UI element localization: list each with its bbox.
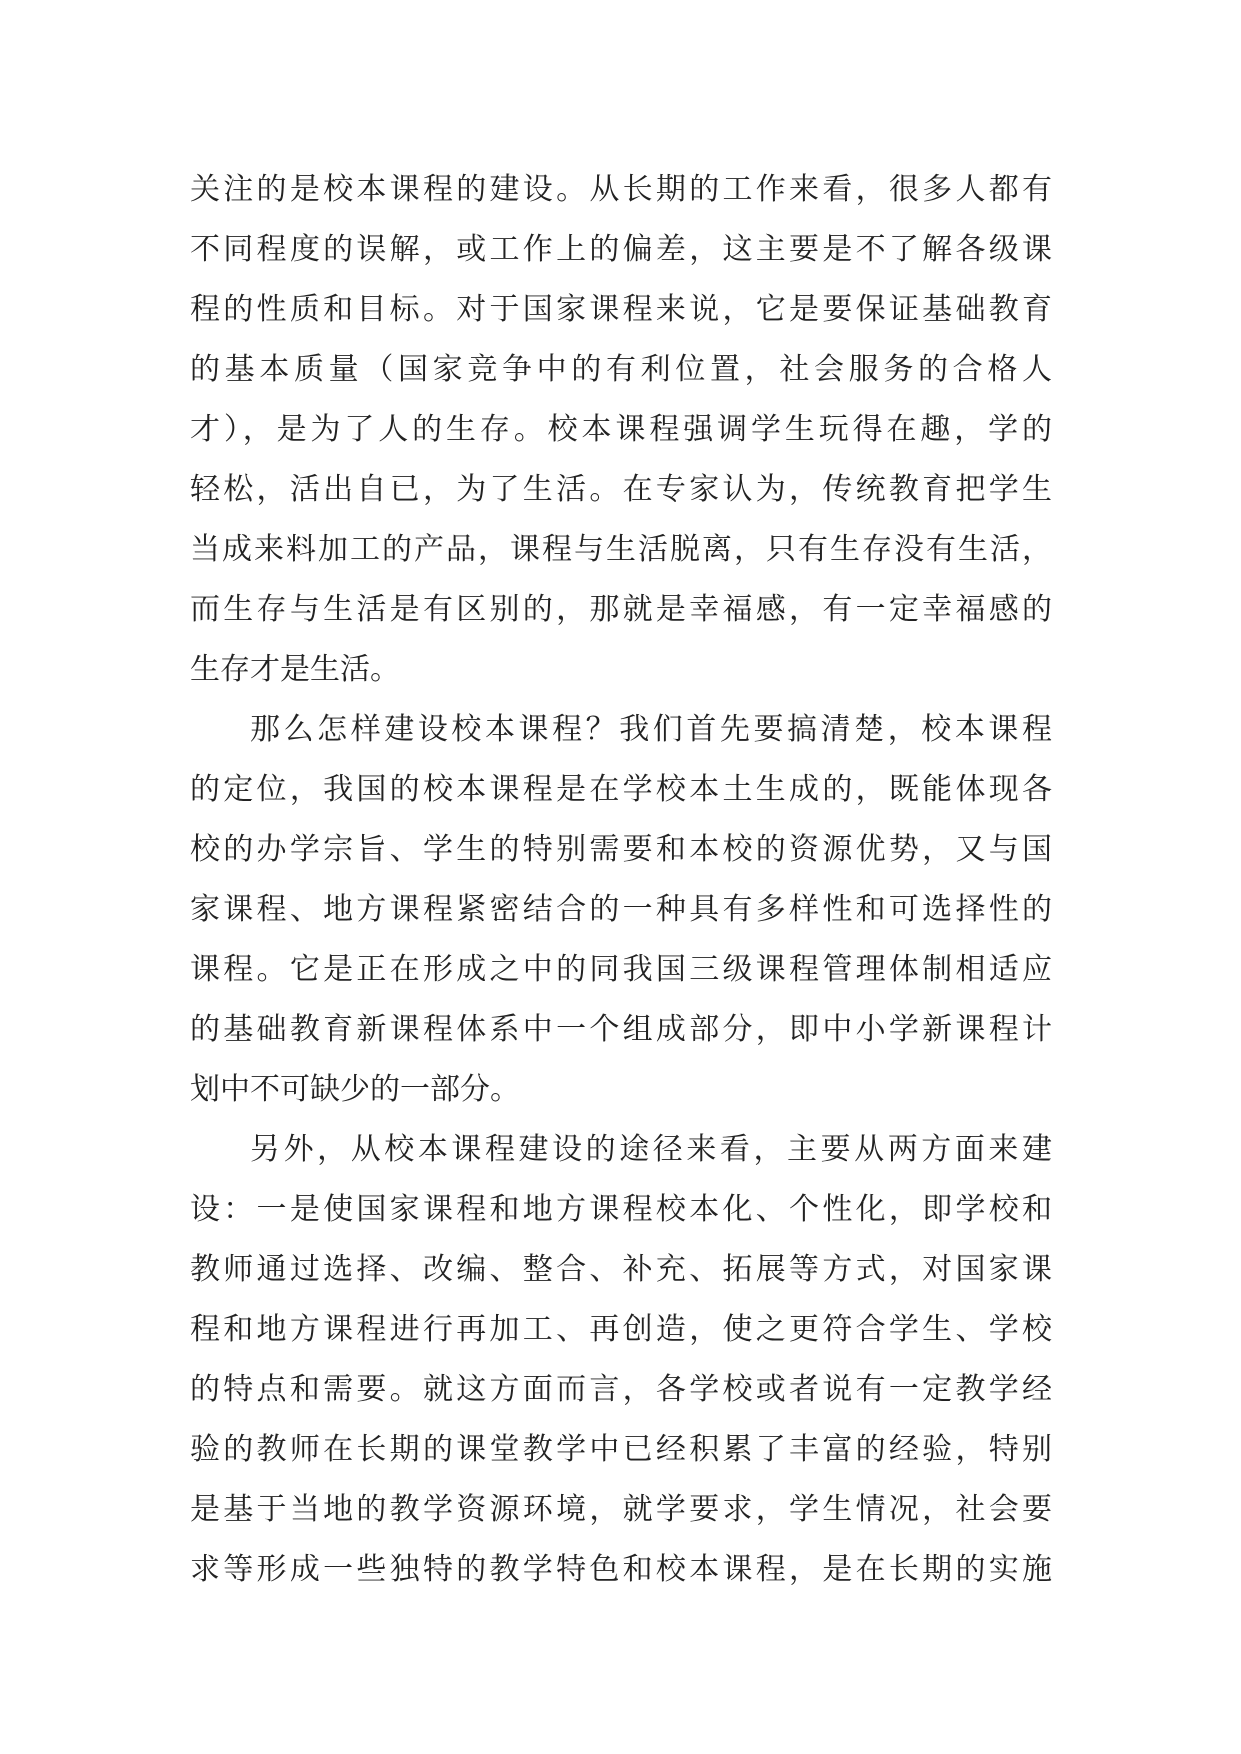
text-line: 求等形成一些独特的教学特色和校本课程，是在长期的实施 [190, 1552, 1052, 1587]
text-line: 不同程度的误解，或工作上的偏差，这主要是不了解各级课 [190, 232, 1052, 267]
text-line: 的定位，我国的校本课程是在学校本土生成的，既能体现各 [190, 772, 1052, 807]
text-line: 轻松，活出自已，为了生活。在专家认为，传统教育把学生 [190, 472, 1052, 507]
text-line: 那么怎样建设校本课程？我们首先要搞清楚，校本课程 [250, 712, 1052, 747]
text-line: 的基础教育新课程体系中一个组成部分，即中小学新课程计 [190, 1012, 1052, 1047]
text-line: 才），是为了人的生存。校本课程强调学生玩得在趣，学的 [190, 412, 1052, 447]
text-line: 的特点和需要。就这方面而言，各学校或者说有一定教学经 [190, 1372, 1052, 1407]
paragraph-2 [190, 700, 1052, 1120]
text-line: 而生存与生活是有区别的，那就是幸福感，有一定幸福感的 [190, 592, 1052, 627]
text-line: 生存才是生活。 [190, 652, 400, 687]
text-line: 程的性质和目标。对于国家课程来说，它是要保证基础教育 [190, 292, 1052, 327]
text-line: 关注的是校本课程的建设。从长期的工作来看，很多人都有 [190, 172, 1052, 207]
text-line: 的基本质量（国家竞争中的有利位置，社会服务的合格人 [190, 352, 1052, 387]
text-line: 家课程、地方课程紧密结合的一种具有多样性和可选择性的 [190, 892, 1052, 927]
text-line: 程和地方课程进行再加工、再创造，使之更符合学生、学校 [190, 1312, 1052, 1347]
text-line: 当成来料加工的产品，课程与生活脱离，只有生存没有生活， [190, 532, 1052, 567]
paragraph-1 [190, 160, 1052, 700]
paragraph-3 [190, 1120, 1052, 1600]
text-line: 是基于当地的教学资源环境，就学要求，学生情况，社会要 [190, 1492, 1052, 1527]
text-line: 另外，从校本课程建设的途径来看，主要从两方面来建 [250, 1132, 1052, 1167]
text-line: 校的办学宗旨、学生的特别需要和本校的资源优势，又与国 [190, 832, 1052, 867]
text-line: 教师通过选择、改编、整合、补充、拓展等方式，对国家课 [190, 1252, 1052, 1287]
body-text [190, 160, 1052, 1600]
text-line: 划中不可缺少的一部分。 [190, 1072, 520, 1107]
text-line: 验的教师在长期的课堂教学中已经积累了丰富的经验，特别 [190, 1432, 1052, 1467]
text-line: 课程。它是正在形成之中的同我国三级课程管理体制相适应 [190, 952, 1052, 987]
text-line: 设：一是使国家课程和地方课程校本化、个性化，即学校和 [190, 1192, 1052, 1227]
